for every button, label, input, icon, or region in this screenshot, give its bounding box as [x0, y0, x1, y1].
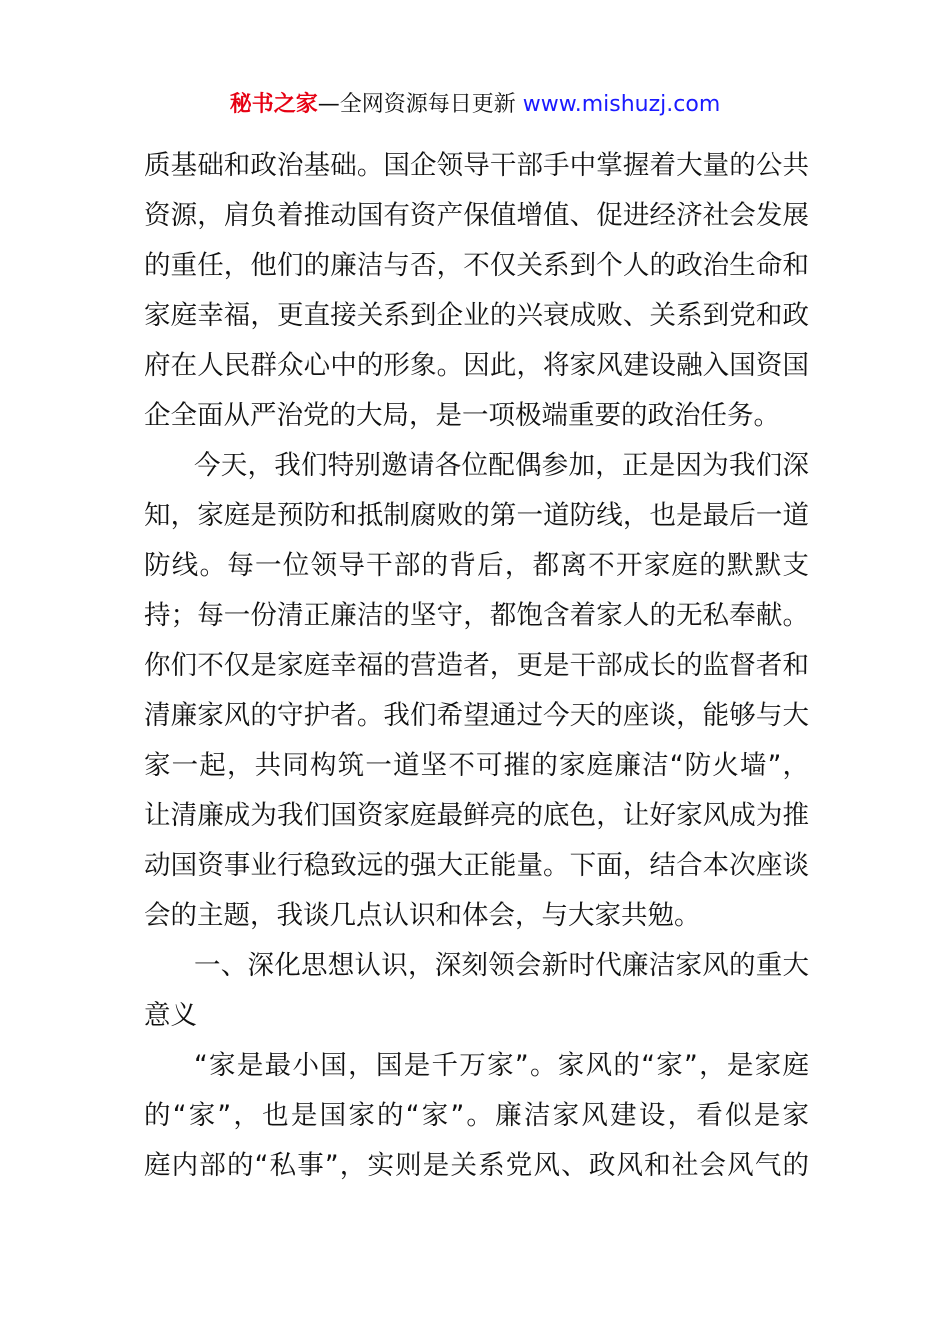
text-line: 的重任，他们的廉洁与否，不仅关系到个人的政治生命和: [144, 250, 809, 281]
text-line: 家庭幸福，更直接关系到企业的兴衰成败、关系到党和政: [144, 300, 809, 331]
text-line: 你们不仅是家庭幸福的营造者，更是干部成长的监督者和: [144, 650, 809, 681]
text-line: 企全面从严治党的大局，是一项极端重要的政治任务。: [144, 400, 780, 431]
text-line: 质基础和政治基础。国企领导干部手中掌握着大量的公共: [144, 150, 809, 181]
header-tagline: —全网资源每日更新: [317, 92, 523, 117]
text-line: 知，家庭是预防和抵制腐败的第一道防线，也是最后一道: [144, 500, 809, 531]
text-line: 防线。每一位领导干部的背后，都离不开家庭的默默支: [144, 550, 809, 581]
header-url[interactable]: www.mishuzj.com: [522, 92, 721, 117]
body-text: [144, 141, 809, 1191]
text-line: 让清廉成为我们国资家庭最鲜亮的底色，让好家风成为推: [144, 800, 809, 831]
paragraph-first-line: 今天，我们特别邀请各位配偶参加，正是因为我们深: [194, 450, 809, 481]
section-heading-continued: 意义: [144, 1000, 197, 1031]
text-line: 动国资事业行稳致远的强大正能量。下面，结合本次座谈: [144, 850, 809, 881]
text-line: 庭内部的“私事”，实则是关系党风、政风和社会风气的: [144, 1150, 809, 1181]
text-line: 会的主题，我谈几点认识和体会，与大家共勉。: [144, 900, 701, 931]
text-line: 府在人民群众心中的形象。因此，将家风建设融入国资国: [144, 350, 809, 381]
text-line: 的“家”，也是国家的“家”。廉洁家风建设，看似是家: [144, 1100, 809, 1131]
text-line: 持；每一份清正廉洁的坚守，都饱含着家人的无私奉献。: [144, 600, 809, 631]
section-heading: 一、深化思想认识，深刻领会新时代廉洁家风的重大: [194, 950, 809, 981]
header-brand: 秘书之家: [229, 92, 318, 117]
text-line: 家一起，共同构筑一道坚不可摧的家庭廉洁“防火墙”，: [144, 750, 809, 781]
page-header: [0, 88, 950, 122]
text-line: 清廉家风的守护者。我们希望通过今天的座谈，能够与大: [144, 700, 809, 731]
text-line: 资源，肩负着推动国有资产保值增值、促进经济社会发展: [144, 200, 809, 231]
paragraph-first-line: “家是最小国，国是千万家”。家风的“家”，是家庭: [194, 1050, 809, 1081]
